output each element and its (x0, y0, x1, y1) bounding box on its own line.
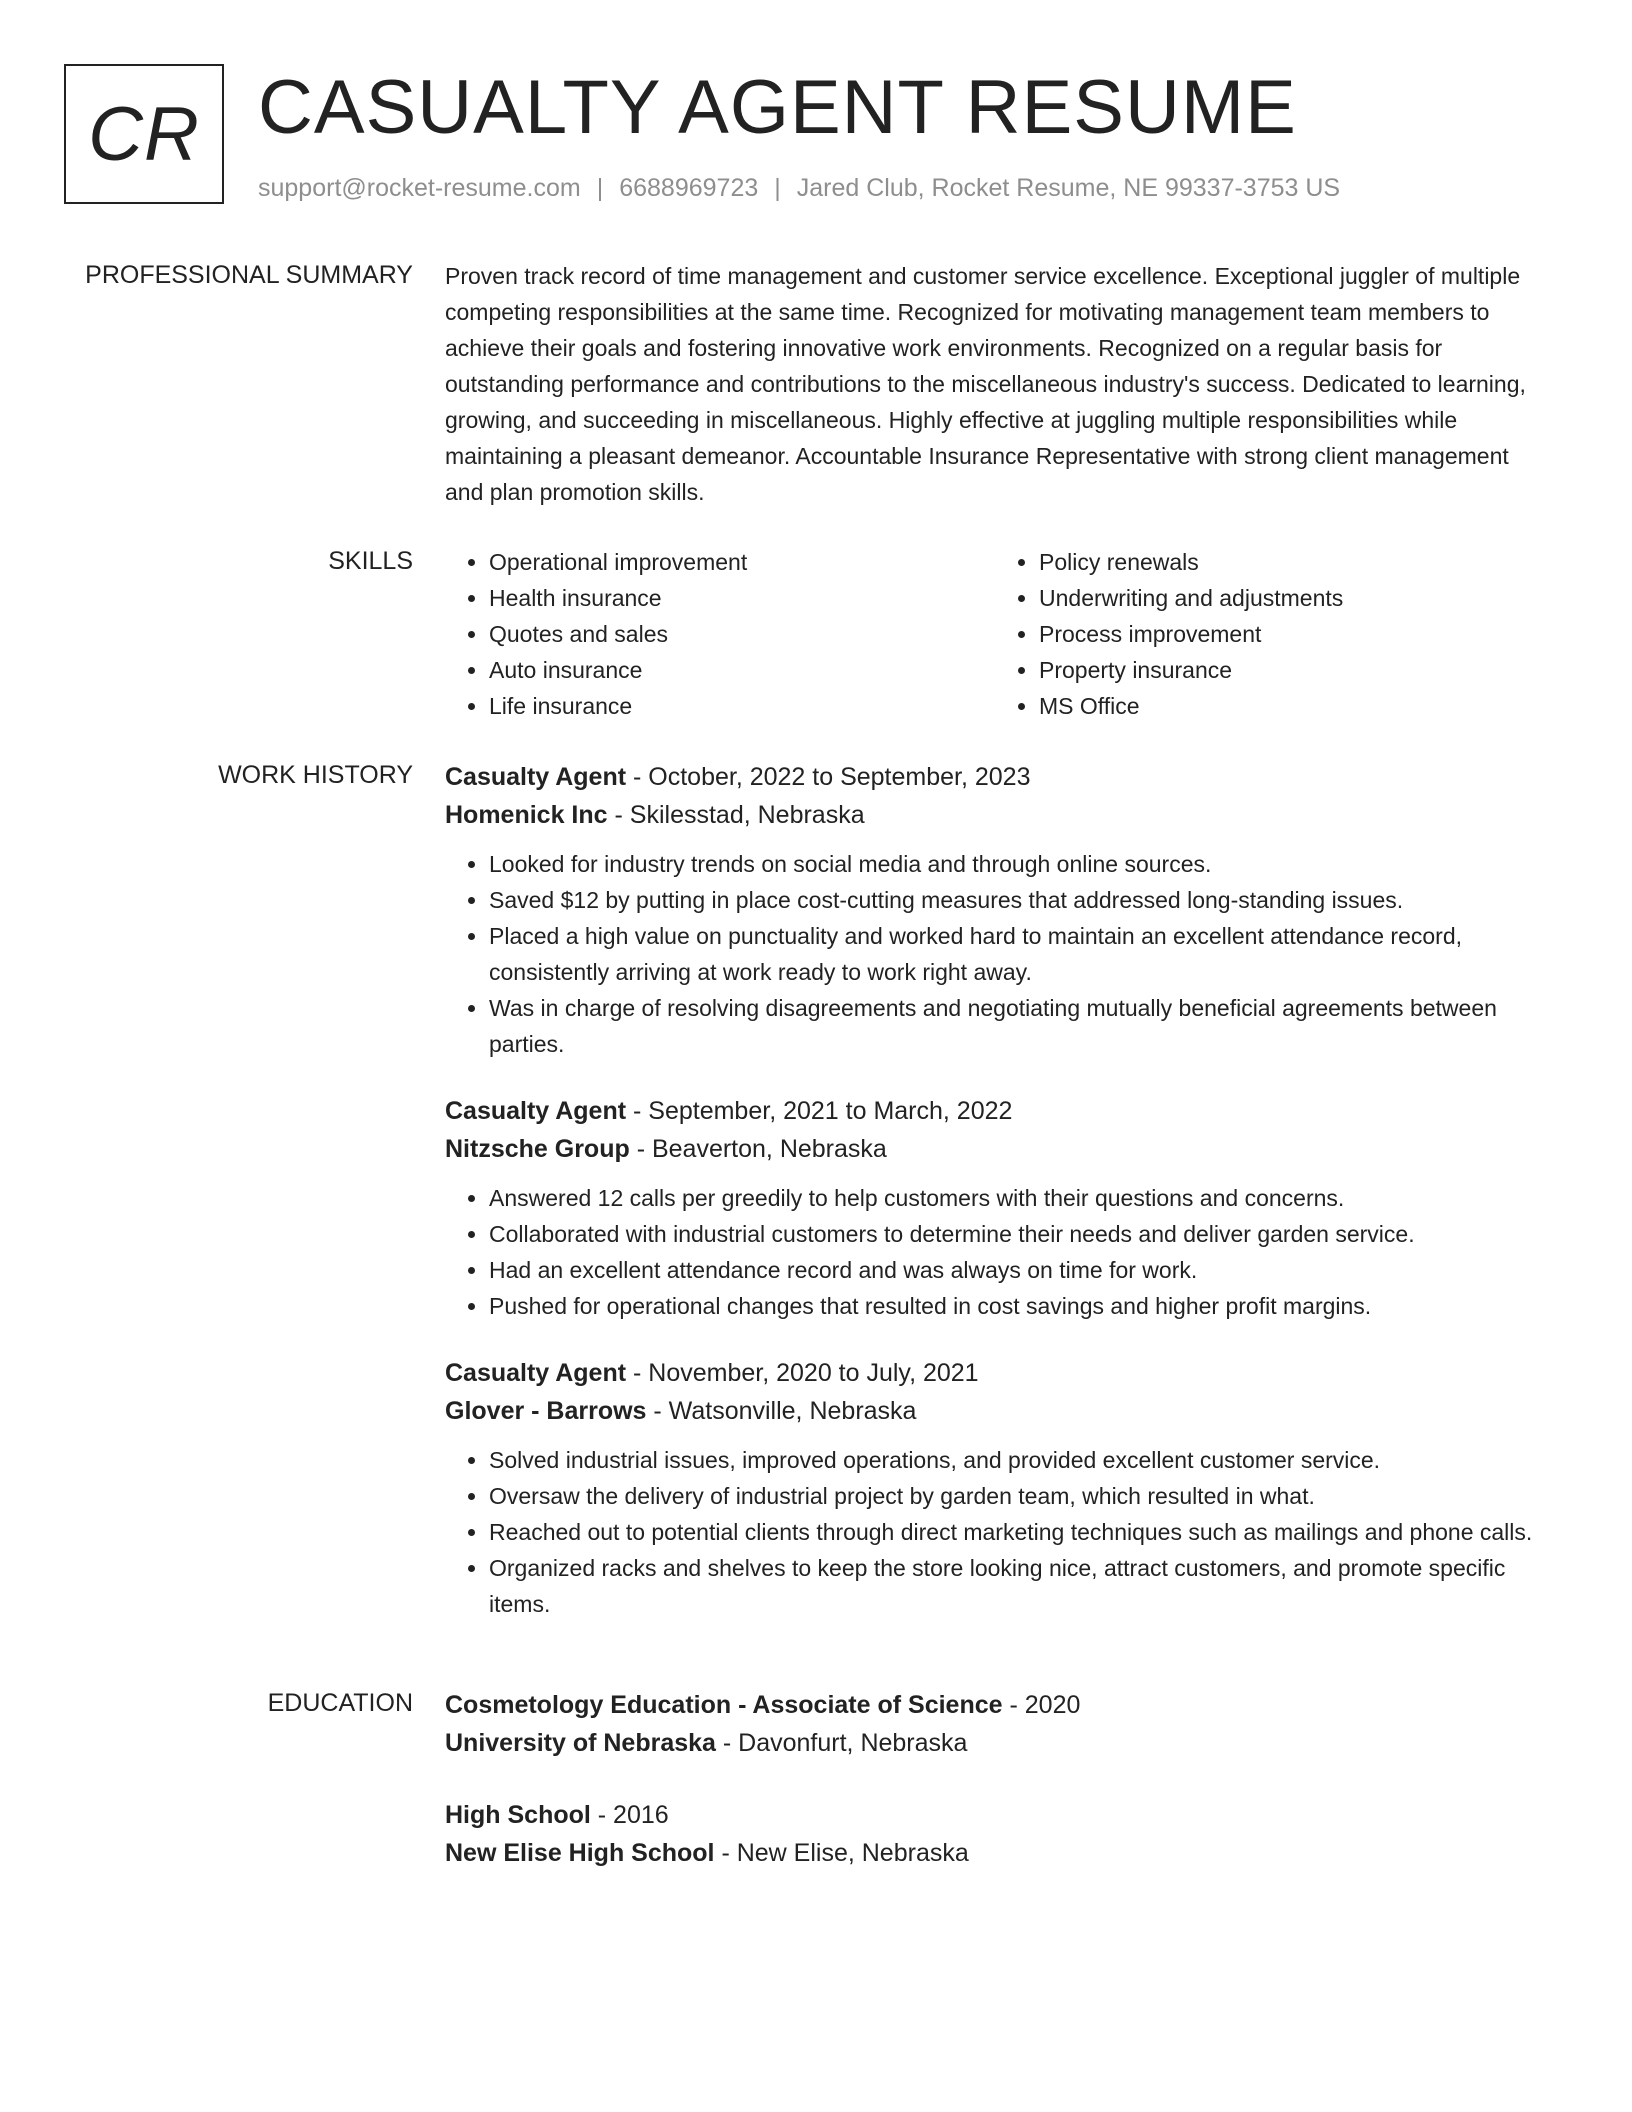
education-degree: Cosmetology Education - Associate of Science (445, 1691, 1003, 1719)
skill-item: • Quotes and sales (489, 616, 995, 652)
job-title-line (445, 758, 1545, 796)
education-school-line (445, 1724, 1545, 1762)
job-bullet: • Looked for industry trends on social media and through online sources. (489, 846, 1545, 882)
section-work-history (64, 758, 1568, 1652)
job-bullet: • Oversaw the delivery of industrial project by garden team, which resulted in what. (489, 1478, 1545, 1514)
job-entry (445, 1092, 1545, 1324)
section-education (64, 1686, 1568, 1906)
job-bullet: • Answered 12 calls per greedily to help customers with their questions and concerns. (489, 1180, 1545, 1216)
job-dates: - November, 2020 to July, 2021 (626, 1359, 979, 1387)
job-company-line (445, 796, 1545, 834)
section-skills (64, 544, 1568, 724)
education-year: - 2016 (590, 1801, 669, 1829)
skill-item: • Auto insurance (489, 652, 995, 688)
education-year: - 2020 (1002, 1691, 1081, 1719)
contact-separator: | (774, 174, 781, 202)
job-bullets (445, 846, 1545, 1062)
skills-list-right (995, 544, 1545, 724)
education-school: New Elise High School (445, 1839, 715, 1867)
education-school: University of Nebraska (445, 1729, 716, 1757)
education-degree-line (445, 1686, 1545, 1724)
contact-email: support@rocket-resume.com (258, 174, 581, 202)
job-entry (445, 758, 1545, 1062)
job-location: - Watsonville, Nebraska (646, 1397, 917, 1425)
job-title: Casualty Agent (445, 1097, 627, 1125)
skill-item: • Property insurance (1039, 652, 1545, 688)
job-title: Casualty Agent (445, 1359, 627, 1387)
skill-item: • Health insurance (489, 580, 995, 616)
job-title: Casualty Agent (445, 763, 627, 791)
contact-line (258, 174, 1340, 203)
job-bullet: • Reached out to potential clients through direct marketing techniques such as mailings and phone calls. (489, 1514, 1545, 1550)
job-company: Nitzsche Group (445, 1135, 630, 1163)
job-location: - Skilesstad, Nebraska (607, 801, 865, 829)
contact-phone: 6688969723 (619, 174, 759, 202)
job-bullet: • Placed a high value on punctuality and worked hard to maintain an excellent attendance record, consistently arriving at work ready to work right away. (489, 918, 1545, 990)
monogram-logo: CR (64, 64, 224, 204)
job-bullets (445, 1180, 1545, 1324)
education-location: - New Elise, Nebraska (714, 1839, 969, 1867)
job-bullets (445, 1442, 1545, 1622)
job-bullet: • Pushed for operational changes that resulted in cost savings and higher profit margins. (489, 1288, 1545, 1324)
section-label-skills: SKILLS (328, 547, 413, 575)
job-dates: - September, 2021 to March, 2022 (626, 1097, 1013, 1125)
job-title-line (445, 1354, 1545, 1392)
job-dates: - October, 2022 to September, 2023 (626, 763, 1031, 791)
education-entry (445, 1796, 1545, 1872)
skills-list-left (445, 544, 995, 724)
job-location: - Beaverton, Nebraska (629, 1135, 887, 1163)
job-bullet: • Solved industrial issues, improved operations, and provided excellent customer service. (489, 1442, 1545, 1478)
summary-body (445, 258, 1545, 510)
job-company: Glover - Barrows (445, 1397, 647, 1425)
education-degree-line (445, 1796, 1545, 1834)
job-company-line (445, 1392, 1545, 1430)
education-location: - Davonfurt, Nebraska (715, 1729, 968, 1757)
skill-item: • Process improvement (1039, 616, 1545, 652)
job-bullet: • Was in charge of resolving disagreements and negotiating mutually beneficial agreements between parties. (489, 990, 1545, 1062)
contact-separator: | (596, 174, 604, 202)
job-title-line (445, 1092, 1545, 1130)
education-degree: High School (445, 1801, 591, 1829)
skill-item: • Underwriting and adjustments (1039, 580, 1545, 616)
section-label-summary: PROFESSIONAL SUMMARY (85, 261, 413, 289)
job-company-line (445, 1130, 1545, 1168)
job-bullet: • Collaborated with industrial customers to determine their needs and deliver garden service. (489, 1216, 1545, 1252)
skills-grid (445, 544, 1545, 724)
skill-item: • Life insurance (489, 688, 995, 724)
summary-text: Proven track record of time management and customer service excellence. Exceptional juggler of multiple competing responsibilities at the same time. Recognized for motivating management team members to achieve their goals and fostering innovative work environments. Recognized on a regular basis for outstanding performance and contributions to the miscellaneous industry's success. Dedicated to learning, growing, and succeeding in miscellaneous. Highly effective at juggling multiple responsibilities while maintaining a pleasant demeanor. Accountable Insurance Representative with strong client management and plan promotion skills. (445, 263, 1526, 505)
work-body (445, 758, 1545, 1652)
education-body (445, 1686, 1545, 1906)
job-bullet: • Had an excellent attendance record and was always on time for work. (489, 1252, 1545, 1288)
job-bullet: • Organized racks and shelves to keep the store looking nice, attract customers, and promote specific items. (489, 1550, 1545, 1622)
skill-item: • Operational improvement (489, 544, 995, 580)
resume-header (64, 64, 1568, 214)
skill-item: • Policy renewals (1039, 544, 1545, 580)
job-company: Homenick Inc (445, 801, 608, 829)
job-bullet: • Saved $12 by putting in place cost-cutting measures that addressed long-standing issues. (489, 882, 1545, 918)
section-label-education: EDUCATION (267, 1689, 413, 1717)
page-title: CASUALTY AGENT RESUME (258, 65, 1297, 150)
education-entry (445, 1686, 1545, 1762)
resume-sections (64, 258, 1568, 1940)
education-school-line (445, 1834, 1545, 1872)
job-entry (445, 1354, 1545, 1622)
section-label-work: WORK HISTORY (218, 761, 413, 789)
section-summary (64, 258, 1568, 510)
skill-item: • MS Office (1039, 688, 1545, 724)
contact-address: Jared Club, Rocket Resume, NE 99337-3753 US (796, 174, 1341, 202)
